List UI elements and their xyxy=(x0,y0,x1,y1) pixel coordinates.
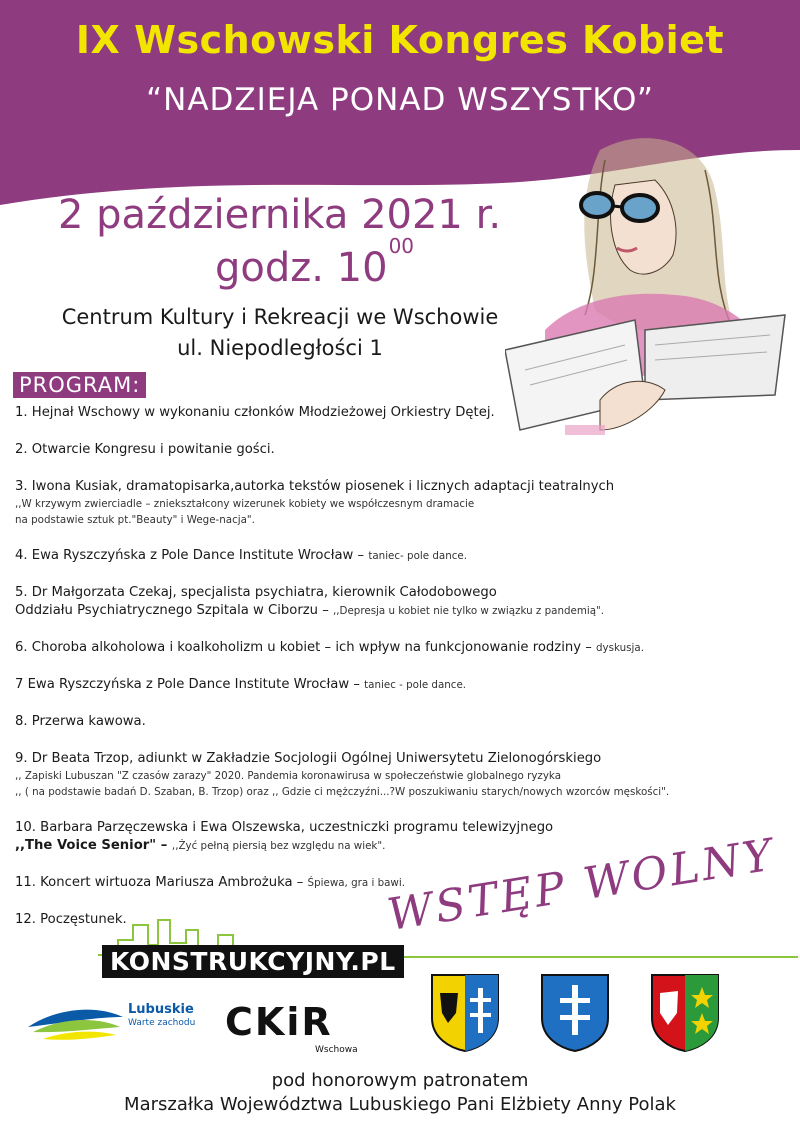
program-item xyxy=(15,478,795,528)
program-item xyxy=(15,441,795,459)
coat-of-arms-lubuskie-icon xyxy=(650,973,720,1053)
program-item xyxy=(15,676,795,694)
program-item-subtext: dyskusja. xyxy=(596,642,644,654)
program-item-subtext: taniec- pole dance. xyxy=(368,550,467,562)
program-item xyxy=(15,750,795,800)
coat-of-arms-wschowa-county-icon xyxy=(430,973,500,1053)
program-item-text: 7 Ewa Ryszczyńska z Pole Dance Institute Wrocław – xyxy=(15,677,365,692)
program-item-subtext: ,,W krzywym zwierciadle – zniekształcony wizerunek kobiety we współczesnym dramacie xyxy=(15,498,475,510)
program-item xyxy=(15,404,795,422)
patron-name: Marszałka Województwa Lubuskiego Pani Elżbiety Anny Polak xyxy=(124,1094,676,1115)
page-subtitle: “NADZIEJA PONAD WSZYSTKO” xyxy=(146,82,654,118)
program-item-text: 8. Przerwa kawowa. xyxy=(15,714,146,729)
patronage-line: pod honorowym patronatem xyxy=(271,1070,529,1091)
program-item-text: 9. Dr Beata Trzop, adiunkt w Zakładzie Socjologii Ogólnej Uniwersytetu Zielonogórskiego xyxy=(15,751,602,766)
program-item-subtext: taniec - pole dance. xyxy=(364,679,467,691)
program-item-text: Oddziału Psychiatrycznego Szpitala w Ciborzu – xyxy=(15,603,333,618)
program-item-text: 10. Barbara Parzęczewska i Ewa Olszewska, uczestniczki programu telewizyjnego xyxy=(15,820,554,835)
page-title: IX Wschowski Kongres Kobiet xyxy=(75,18,725,62)
program-item-text: 2. Otwarcie Kongresu i powitanie gości. xyxy=(15,442,275,457)
program-item-text: ,,The Voice Senior" – xyxy=(15,838,172,853)
lubuskie-name: Lubuskie xyxy=(128,1002,194,1017)
event-time-minutes: 00 xyxy=(388,233,415,258)
program-item-subtext: Śpiewa, gra i bawi. xyxy=(307,877,405,889)
ckir-subtitle: Wschowa xyxy=(315,1045,358,1055)
program-item-text: 3. Iwona Kusiak, dramatopisarka,autorka tekstów piosenek i licznych adaptacji teatralnych xyxy=(15,479,615,494)
ckir-logo-text: CKiR xyxy=(225,1000,333,1044)
coat-of-arms-wschowa-icon xyxy=(540,973,610,1053)
event-time xyxy=(215,233,415,291)
program-item-subtext: na podstawie sztuk pt."Beauty" i Wege-nacja". xyxy=(15,514,255,526)
program-item xyxy=(15,713,795,731)
konstrukcyjny-logo: KONSTRUKCYJNY.PL xyxy=(102,945,404,978)
free-entry-text: WSTĘP WOLNY xyxy=(384,829,779,941)
program-item-text: 6. Choroba alkoholowa i koalkoholizm u kobiet – ich wpływ na funkcjonowanie rodziny – xyxy=(15,640,596,655)
program-item-text: 11. Koncert wirtuoza Mariusza Ambrożuka – xyxy=(15,875,308,890)
event-time-hour: godz. 10 xyxy=(215,245,388,291)
program-item xyxy=(15,584,795,620)
program-item-text: 4. Ewa Ryszczyńska z Pole Dance Institute Wrocław – xyxy=(15,548,369,563)
venue-address: ul. Niepodległości 1 xyxy=(177,336,383,360)
program-item-subtext: ,,Żyć pełną piersią bez względu na wiek". xyxy=(171,840,386,852)
program-item-text: 1. Hejnał Wschowy w wykonaniu członków Młodzieżowej Orkiestry Dętej. xyxy=(15,405,495,420)
ckir-logo xyxy=(225,1000,350,1048)
program-label: PROGRAM: xyxy=(13,372,146,398)
program-item-subtext: ,, ( na podstawie badań D. Szaban, B. Trzop) oraz ,, Gdzie ci mężczyźni...?W poszukiwaniu starych/nowych wzorców męskości". xyxy=(15,786,670,798)
program-item-subtext: ,, Zapiski Lubuszan "Z czasów zarazy" 2020. Pandemia koronawirusa w społeczeństwie globalnego ryzyka xyxy=(15,770,562,782)
program-item xyxy=(15,547,795,565)
venue-name: Centrum Kultury i Rekreacji we Wschowie xyxy=(61,305,499,329)
program-item-text: 5. Dr Małgorzata Czekaj, specjalista psychiatra, kierownik Całodobowego xyxy=(15,585,497,600)
program-item-subtext: ,,Depresja u kobiet nie tylko w związku z pandemią". xyxy=(333,605,605,617)
event-date: 2 października 2021 r. xyxy=(58,192,502,238)
program-item-text: 12. Poczęstunek. xyxy=(15,912,127,927)
program-item xyxy=(15,639,795,657)
lubuskie-tagline: Warte zachodu xyxy=(128,1018,196,1028)
